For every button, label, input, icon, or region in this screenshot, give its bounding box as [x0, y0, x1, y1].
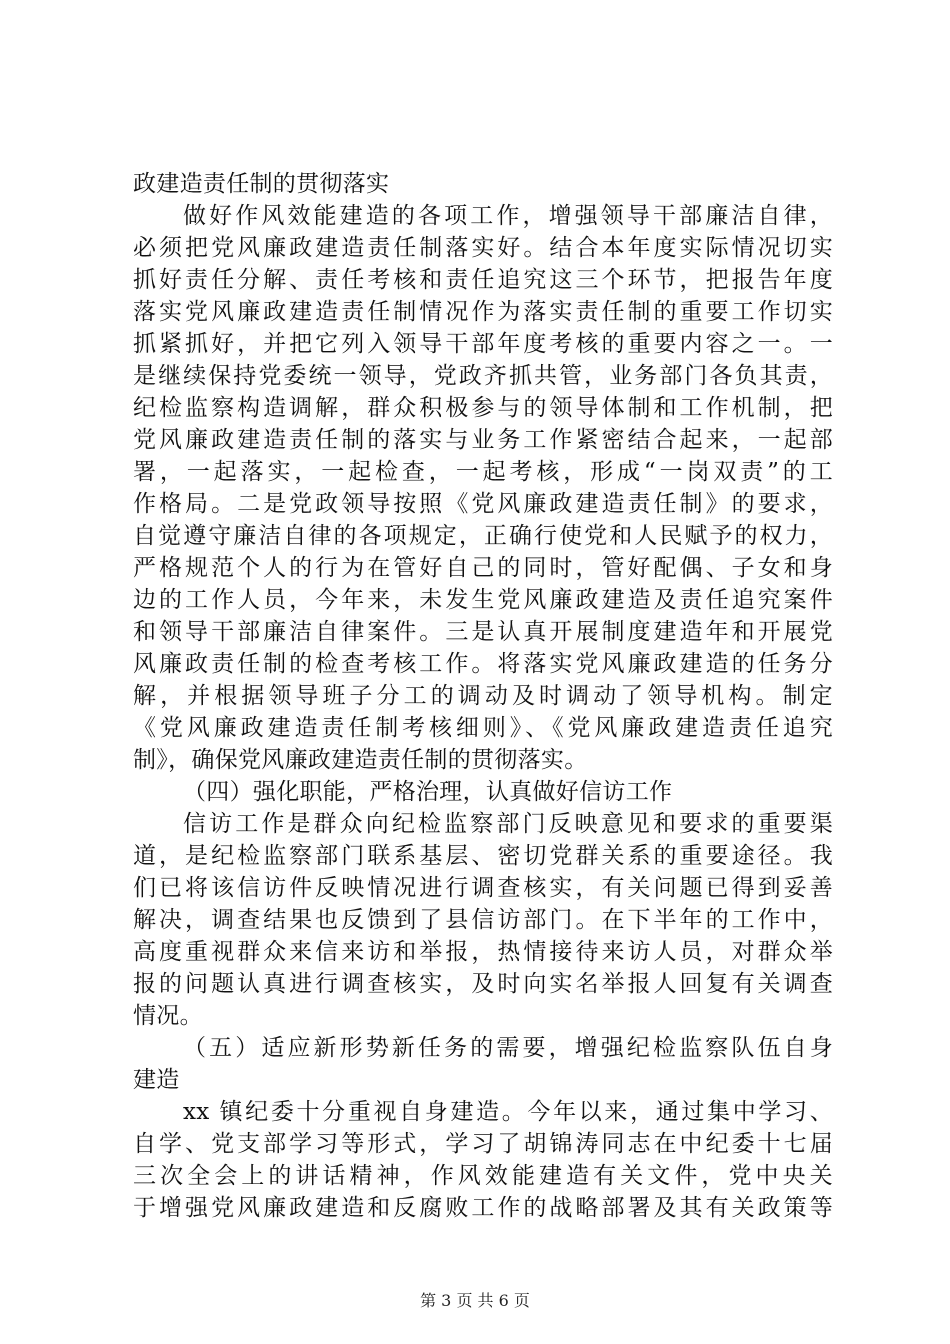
text-line: 自学、党支部学习等形式，学习了胡锦涛同志在中纪委十七届 — [133, 1131, 833, 1157]
text-line: 作格局。二是党政领导按照《党风廉政建造责任制》的要求， — [133, 491, 833, 517]
section-heading: （四）强化职能，严格治理，认真做好信访工作 — [183, 779, 673, 805]
text-line: 抓紧抓好，并把它列入领导干部年度考核的重要内容之一。一 — [133, 331, 833, 357]
text-line: 们已将该信访件反映情况进行调查核实，有关问题已得到妥善 — [133, 875, 833, 901]
section-heading-continued: 建造 — [133, 1067, 180, 1093]
text-line: 自觉遵守廉洁自律的各项规定，正确行使党和人民赋予的权力， — [133, 523, 833, 549]
text-line: 党风廉政建造责任制的落实与业务工作紧密结合起来，一起部 — [133, 427, 833, 453]
paragraph-first-line: xx 镇纪委十分重视自身建造。今年以来，通过集中学习、 — [183, 1099, 833, 1125]
text-line: 纪检监察构造调解，群众积极参与的领导体制和工作机制，把 — [133, 395, 833, 421]
text-line: 情况。 — [133, 1003, 203, 1029]
text-line: 道，是纪检监察部门联系基层、密切党群关系的重要途径。我 — [133, 843, 833, 869]
paragraph-first-line: 信访工作是群众向纪检监察部门反映意见和要求的重要渠 — [183, 811, 833, 837]
text-line: 《党风廉政建造责任制考核细则》、《党风廉政建造责任追究 — [133, 715, 833, 741]
text-line: 高度重视群众来信来访和举报，热情接待来访人员，对群众举 — [133, 939, 833, 965]
text-line: 三次全会上的讲话精神，作风效能建造有关文件，党中央关 — [133, 1163, 833, 1189]
text-line: 风廉政责任制的检查考核工作。将落实党风廉政建造的任务分 — [133, 651, 833, 677]
text-line: 和领导干部廉洁自律案件。三是认真开展制度建造年和开展党 — [133, 619, 833, 645]
paragraph-first-line: 做好作风效能建造的各项工作，增强领导干部廉洁自律， — [183, 203, 833, 229]
text-line: 必须把党风廉政建造责任制落实好。结合本年度实际情况切实 — [133, 235, 833, 261]
text-line: 抓好责任分解、责任考核和责任追究这三个环节，把报告年度 — [133, 267, 833, 293]
text-line: 政建造责任制的贯彻落实 — [133, 171, 390, 197]
text-line: 是继续保持党委统一领导，党政齐抓共管，业务部门各负其责， — [133, 363, 833, 389]
text-line: 报的问题认真进行调查核实，及时向实名举报人回复有关调查 — [133, 971, 833, 997]
text-line: 解，并根据领导班子分工的调动及时调动了领导机构。制定 — [133, 683, 833, 709]
text-line: 严格规范个人的行为在管好自己的同时，管好配偶、子女和身 — [133, 555, 833, 581]
text-line: 于增强党风廉政建造和反腐败工作的战略部署及其有关政策等 — [133, 1195, 833, 1221]
text-line: 落实党风廉政建造责任制情况作为落实责任制的重要工作切实 — [133, 299, 833, 325]
section-heading: （五）适应新形势新任务的需要，增强纪检监察队伍自身 — [183, 1035, 833, 1061]
page-number-footer: 第 3 页 共 6 页 — [420, 1291, 530, 1310]
text-line: 署，一起落实，一起检查，一起考核，形成“一岗双责”的工 — [133, 459, 833, 485]
document-body — [133, 168, 833, 1224]
text-line: 边的工作人员，今年来，未发生党风廉政建造及责任追究案件 — [133, 587, 833, 613]
text-line: 制》，确保党风廉政建造责任制的贯彻落实。 — [133, 747, 588, 773]
text-line: 解决，调查结果也反馈到了县信访部门。在下半年的工作中， — [133, 907, 833, 933]
